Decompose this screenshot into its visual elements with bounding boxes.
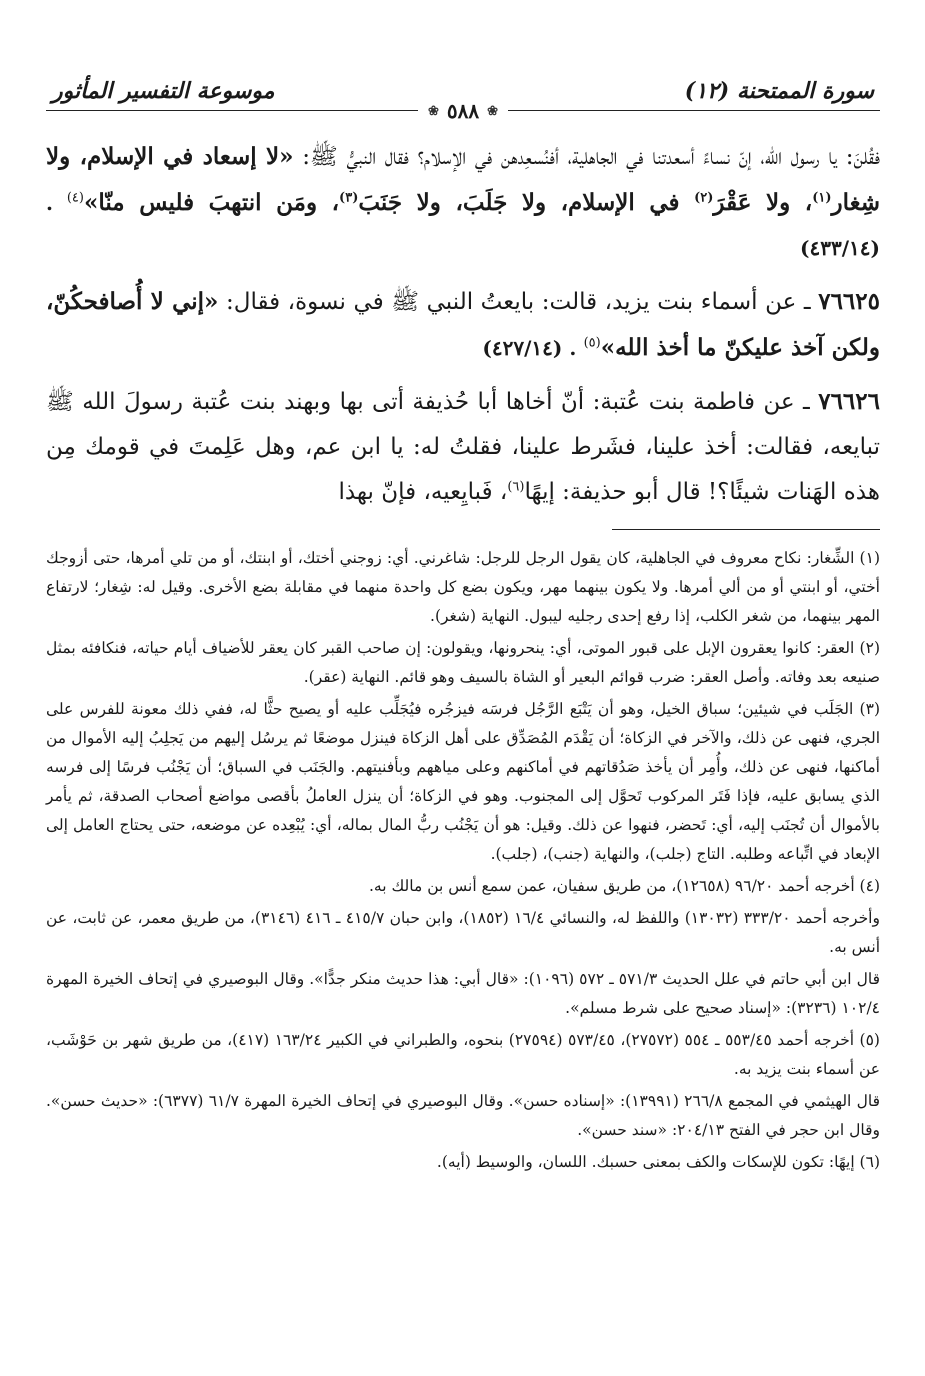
page-number: ٥٨٨: [446, 99, 480, 123]
hadith-number: ٧٦٦٢٦: [818, 388, 880, 415]
encyclopedia-title: موسوعة التفسير المأثور: [52, 78, 275, 104]
page-header: [46, 66, 880, 123]
footnote-separator: [612, 529, 880, 530]
page-number-box: [418, 99, 508, 123]
footnote-4-cont: قال ابن أبي حاتم في علل الحديث ٥٧١/٣ ـ ٥٧٢ (١٠٩٦): «قال أبي: هذا حديث منكر جدًّا». وقال البوصيري في إتحاف الخيرة المهرة ١٠٢/٤ (٣٢٣٦): «إسناد صحيح على شرط مسلم».: [46, 970, 880, 1017]
footnote-5-cont: قال الهيثمي في المجمع ٢٦٦/٨ (١٣٩٩١): «إسناده حسن». وقال البوصيري في إتحاف الخيرة المهرة ٦١/٧ (٦٣٧٧): «حديث حسن». وقال ابن حجر في الفتح ٢٠٤/١٣: «سند حسن».: [46, 1092, 881, 1139]
footnote-4-cont: وأخرجه أحمد ٣٣٣/٢٠ (١٣٠٣٢) واللفظ له، والنسائي ١٦/٤ (١٨٥٢)، وابن حبان ٤١٥/٧ ـ ٤١٦ (٣١٤٦)، من طريق معمر، عن ثابت، عن أنس به.: [46, 909, 880, 956]
footnote-4: (٤) أخرجه أحمد ٩٦/٢٠ (١٢٦٥٨)، من طريق سفيان، عمن سمع أنس بن مالك به.: [368, 877, 880, 895]
hadith-paragraph: ٧٦٦٢٥ ـ عن أسماء بنت يزيد، قالت: بايعتُ النبي ﷺ في نسوة، فقال: «إني لا أُصافحكُنّ، ولكن آخذ عليكنّ ما أخذ الله»$^{(٥)}$ . (٤٢٧/١٤): [46, 288, 880, 361]
footnote-ref[interactable]: (٢): [694, 190, 714, 206]
volume-reference: . (٤٣٣/١٤): [46, 191, 880, 260]
footnote-ref[interactable]: (٣): [339, 190, 359, 206]
ornament-icon: ❀: [427, 103, 439, 119]
footnote-1: (١) الشِّغار: نكاح معروف في الجاهلية، كان يقول الرجل للرجل: شاغرني. أي: زوجني أختك، أو ابنتك، أو من تلي أمرها، حتى أزوجك أختي، أو ابنتي أو من ألي أمرها. ولا يكون بينهما مهر، ويكون بضع كل واحدة منهما في مقابلة بضع الأخرى. وقيل له: شِغار؛ لارتفاع المهر بينهما، من شغر الكلب، إذا رفع إحدى رجليه ليبول. النهاية (شغر).: [46, 549, 880, 625]
volume-reference: . (٤٢٧/١٤): [482, 336, 577, 360]
main-text: [46, 134, 880, 515]
hadith-quote: «إني لا أُصافحكُنّ، ولكن آخذ عليكنّ ما أخذ الله»: [46, 288, 880, 361]
footnote-2: (٢) العقر: كانوا يعقرون الإبل على قبور الموتى، أي: ينحرونها، ويقولون: إن صاحب القبر كان يعقر للأضياف أيام حياته، فنكافئه بمثل صنيعه بعد وفاته. وأصل العقر: ضرب قوائم البعير أو الشاة بالسيف وهو قائم. النهاية (عقر).: [46, 639, 880, 686]
footnotes: [46, 544, 880, 1177]
footnote-6: (٦) إيهًا: تكون للإسكات والكف بمعنى حسبك. اللسان، والوسيط (أيه).: [436, 1153, 880, 1171]
surah-title: سورة الممتحنة (١٢): [684, 78, 874, 104]
footnote-ref[interactable]: (٦): [507, 479, 525, 495]
hadith-paragraph: ٧٦٦٢٦ ـ عن فاطمة بنت عُتبة: أنّ أخاها أبا حُذيفة أتى بها وبهند بنت عُتبة رسولَ الله ﷺ تبايعه، فقالت: أخذ علينا، فشَرط علينا، فقلتُ له: يا ابن عم، وهل عَلِمتَ في قومك مِن هذه الهَنات شيئًا؟! قال أبو حذيفة: إيهًا$^{(٦)}$، فَبايِعيه، فإنّ بهذا: [46, 388, 880, 505]
book-page: [46, 66, 880, 1180]
hadith-quote: «لا إسعاد في الإسلام، ولا شِغار$^{(١)}$، ولا عَقْرَ$^{(٢)}$ في الإسلام، ولا جَلَبَ، ولا جَنَبَ$^{(٣)}$، ومَن انتهبَ فليس منّا»: [46, 143, 881, 216]
hadith-number: ٧٦٦٢٥: [818, 288, 880, 315]
footnote-ref[interactable]: (٥): [583, 335, 601, 351]
footnote-3: (٣) الجَلَب في شيئين؛ سباق الخيل، وهو أن يَتْبَع الرَّجُل فرسَه فيزجُره فيُجَلِّب عليه أو يصيح حثًّا له، ففي ذلك معونة للفرس على الجري، فنهى عن ذلك، والآخر في الزكاة؛ أن يَقْدَم المُصَدِّق على أهل الزكاة فينزل موضعًا ثم يرسُل إليهم من يَجلِبُ إليه الأموال من أماكنها، فنهى عن ذلك، وأُمِر أن يأخذ صَدُقاتهم في أماكنهم وعلى مياههم وبأفنيتهم. والجَنَب في السباق؛ أن يَجْنُب فرسًا إلى فرسه الذي يسابق عليه، فإذا فَتَر المركوب تَحوَّل إلى المجنوب. وهو في الزكاة؛ أن ينزل العاملُ بأقصى مواضع أصحاب الصدقة، ثم يأمر بالأموال أن تُجنَب إليه، أي: تَحضر، فنهوا عن ذلك. وقيل: هو أن يَجْنُب ربُّ المال بماله، أي: يُبْعِده عن موضعه، حتى يحتاج العامل إلى الإبعاد في اتِّباعه وطلبه. التاج (جلب)، والنهاية (جنب)، (جلب).: [46, 700, 880, 863]
footnote-ref[interactable]: (١): [812, 190, 832, 206]
paragraph-continuation: فقُلنَ: يا رسول الله، إنّ نساءً أسعدتنا في الجاهلية، أفنُسعِدهن في الإسلام؟ فقال النبيُّ ﷺ: «لا إسعاد في الإسلام، ولا شِغار$^{(١)}$، ولا عَقْرَ$^{(٢)}$ في الإسلام، ولا جَلَبَ، ولا جَنَبَ$^{(٣)}$، ومَن انتهبَ فليس منّا»$^{(٤)}$ . (٤٣٣/١٤): [46, 143, 881, 260]
ornament-icon: ❀: [487, 103, 499, 119]
footnote-5: (٥) أخرجه أحمد ٥٥٣/٤٥ ـ ٥٥٤ (٢٧٥٧٢)، ٥٧٣/٤٥ (٢٧٥٩٤) بنحوه، والطبراني في الكبير ١٦٣/٢٤ (٤١٧)، من طريق شهر بن حَوْشَب، عن أسماء بنت يزيد به.: [46, 1031, 880, 1078]
footnote-ref[interactable]: (٤): [66, 190, 84, 206]
